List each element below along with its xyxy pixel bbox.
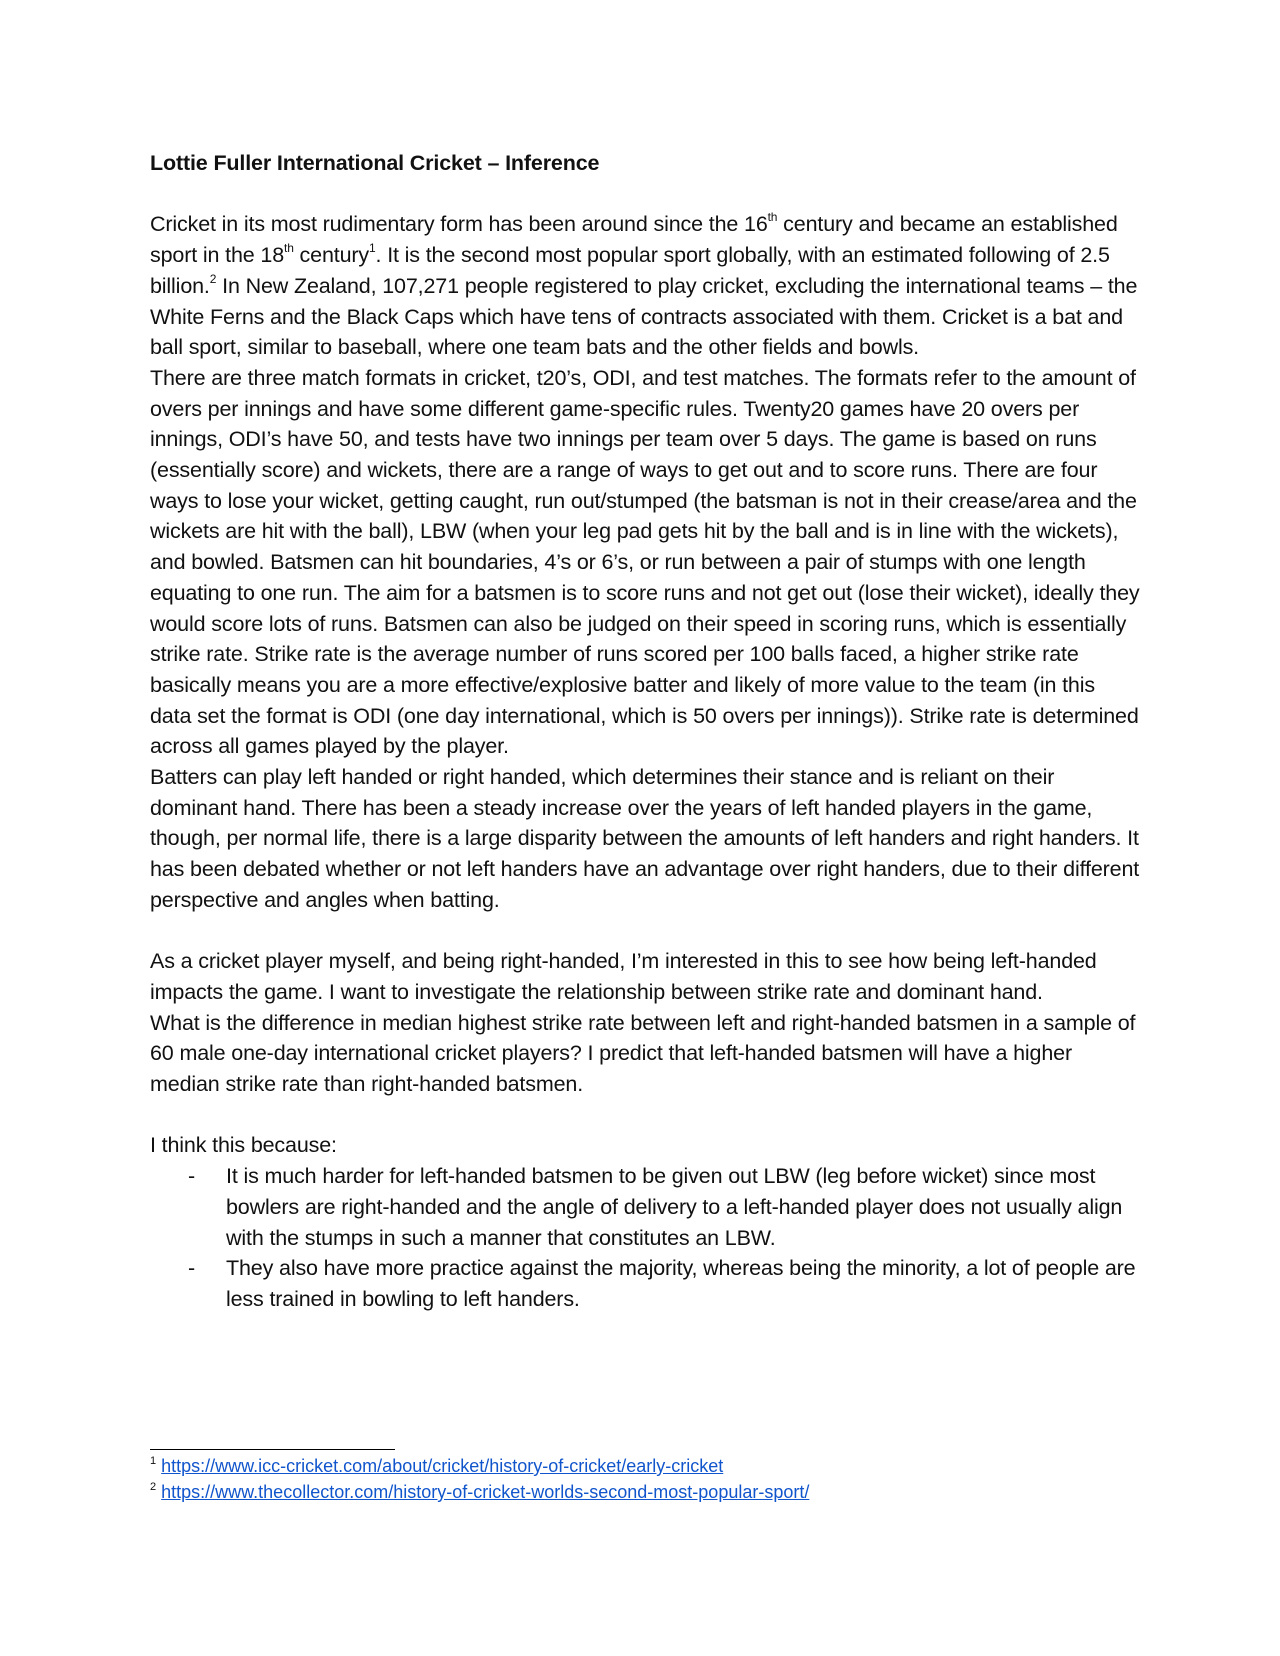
ordinal-suffix: th: [767, 210, 778, 225]
footnote-2: [150, 1479, 1140, 1505]
footnote-link[interactable]: https://www.thecollector.com/history-of-cricket-worlds-second-most-popular-sport/: [161, 1482, 810, 1502]
dash-marker: -: [188, 1164, 196, 1189]
list-item-text: It is much harder for left-handed batsmen to be given out LBW (leg before wicket) since most bowlers are right-handed and the angle of delivery to a left-handed player does not usually align with the stumps in such a manner that constitutes an LBW.: [226, 1164, 1123, 1250]
footnote-ref-2[interactable]: 2: [209, 271, 217, 286]
document-body: [150, 148, 1140, 1315]
footnotes: [150, 1453, 1140, 1505]
intro-text-c: century: [293, 243, 370, 268]
ordinal-suffix: th: [284, 240, 294, 255]
intro-text-b: century and became an established sport in the 18: [150, 212, 1118, 268]
list-item-text: They also have more practice against the majority, whereas being the minority, a lot of people are less trained in bowling to left handers.: [226, 1256, 1136, 1311]
footnote-number: 2: [150, 1481, 157, 1493]
handedness-paragraph: Batters can play left handed or right handed, which determines their stance and is reliant on their dominant hand. There has been a steady increase over the years of left handed players in the game, though, per normal life, there is a large disparity between the amounts of left handers and right handers. It has been debated whether or not left handers have an advantage over right handers, due to their different perspective and angles when batting.: [150, 765, 1140, 912]
motivation-paragraph: As a cricket player myself, and being right-handed, I’m interested in this to see how being left-handed impacts the game. I want to investigate the relationship between strike rate and dominant hand.: [150, 949, 1097, 1004]
footnote-link[interactable]: https://www.icc-cricket.com/about/cricket/history-of-cricket/early-cricket: [161, 1456, 724, 1476]
spacer: [150, 179, 1140, 210]
footnote-ref-1[interactable]: 1: [369, 240, 376, 255]
reasons-list: [150, 1161, 1140, 1315]
intro-text-d: . It is the second most popular sport globally, with an estimated following of 2.5 billion.: [150, 243, 1110, 298]
formats-paragraph: There are three match formats in cricket, t20’s, ODI, and test matches. The formats refer to the amount of overs per innings and have some different game-specific rules. Twenty20 games have 20 overs per innings, ODI’s have 50, and tests have two innings per team over 5 days. The game is based on runs (essentially score) and wickets, there are a range of ways to get out and to score runs. There are four ways to lose your wicket, getting caught, run out/stumped (the batsman is not in their crease/area and the wickets are hit with the ball), LBW (when your leg pad gets hit by the ball and is in line with the wickets), and bowled. Batsmen can hit boundaries, 4’s or 6’s, or run between a pair of stumps with one length equating to one run. The aim for a batsmen is to score runs and not get out (lose their wicket), ideally they would score lots of runs. Batsmen can also be judged on their speed in scoring runs, which is essentially strike rate. Strike rate is the average number of runs scored per 100 balls faced, a higher strike rate basically means you are a more effective/explosive batter and likely of more value to the team (in this data set the format is ODI (one day international, which is 50 overs per innings)). Strike rate is determined across all games played by the player.: [150, 365, 1140, 759]
reasons-intro: I think this because:: [150, 1133, 337, 1158]
list-item: [150, 1161, 1140, 1253]
footnote-number: 1: [150, 1455, 157, 1467]
spacer: [150, 916, 1140, 947]
footnote-1: [150, 1453, 1140, 1479]
intro-text-e: In New Zealand, 107,271 people registered to play cricket, excluding the international teams – the White Ferns and the Black Caps which have tens of contracts associated with them. Cricket is a bat and ball sport, similar to baseball, where one team bats and the other fields and bowls.: [150, 273, 1138, 360]
intro-paragraph: [150, 209, 1140, 363]
question-paragraph: What is the difference in median highest strike rate between left and right-handed batsmen in a sample of 60 male one-day international cricket players? I predict that left-handed batsmen will have a higher median strike rate than right-handed batsmen.: [150, 1010, 1136, 1097]
dash-marker: -: [188, 1256, 196, 1281]
footnote-separator: [150, 1449, 395, 1450]
spacer: [150, 1100, 1140, 1131]
list-item: [150, 1253, 1140, 1314]
document-title: Lottie Fuller International Cricket – Inference: [150, 151, 600, 175]
intro-text-a: Cricket in its most rudimentary form has been around since the 16: [150, 212, 768, 237]
